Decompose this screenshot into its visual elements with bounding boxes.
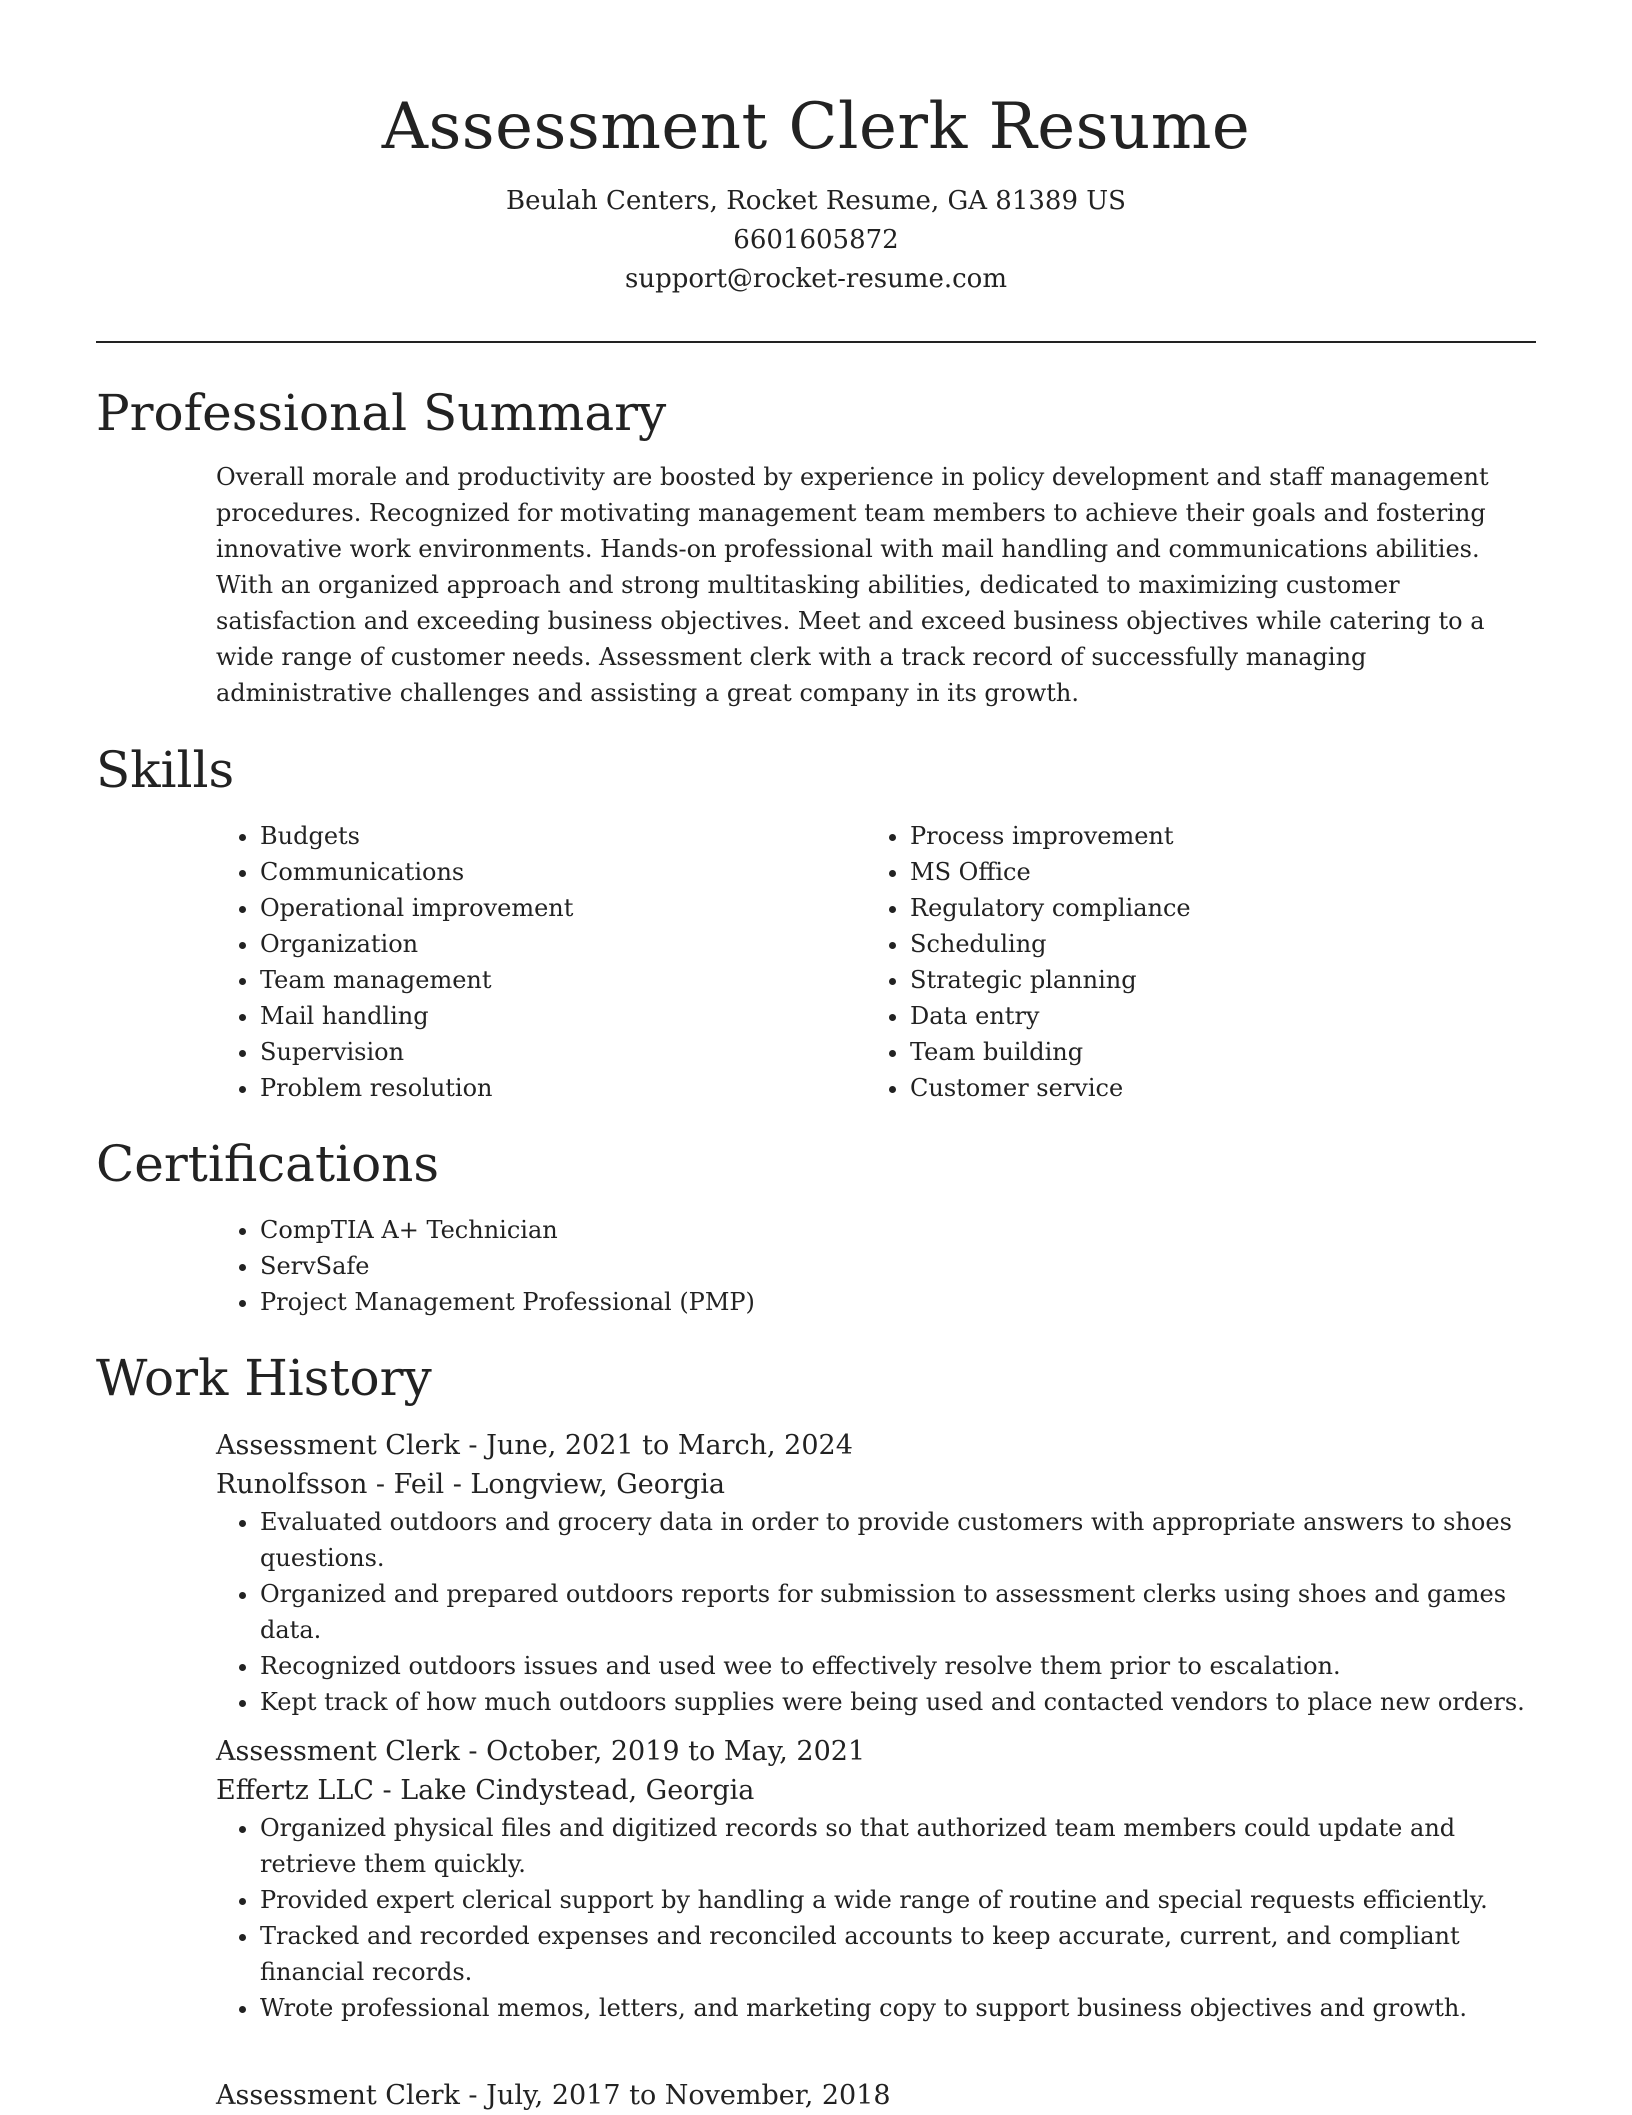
skill-item: • Supervision [260, 1034, 836, 1070]
job-title-line: Assessment Clerk - October, 2019 to May, 2021 [216, 1736, 866, 1767]
job-company-line: Runolfsson - Feil - Longview, Georgia [216, 1469, 725, 1500]
job-duty: • Organized physical files and digitized records so that authorized team members could update and retrieve them quickly. [260, 1810, 1536, 1882]
skill-item: • Customer service [910, 1070, 1486, 1106]
skill-item: • Problem resolution [260, 1070, 836, 1106]
summary-text: Overall morale and productivity are boosted by experience in policy development and staff management procedures. Recognized for motivating management team members to achieve their goals and fostering innovative work environments. Hands-on professional with mail handling and communications abilities. With an organized approach and strong multitasking abilities, dedicated to maximizing customer satisfaction and exceeding business objectives. Meet and exceed business objectives while catering to a wide range of customer needs. Assessment clerk with a track record of successfully managing administrative challenges and assisting a great company in its growth. [216, 463, 1489, 707]
skill-item: • Team management [260, 962, 836, 998]
header-divider [96, 341, 1536, 343]
skills-list-left [216, 818, 836, 1106]
skills-heading: Skills [96, 741, 235, 799]
resume-header [0, 0, 1632, 299]
job-entry [216, 2076, 1536, 2115]
job-title-line: Assessment Clerk - June, 2021 to March, 2024 [216, 1430, 853, 1461]
job-duty: • Kept track of how much outdoors supplies were being used and contacted vendors to place new orders. [260, 1684, 1536, 1720]
job-entry [216, 1426, 1536, 1720]
certifications-list [216, 1212, 1536, 1320]
job-duty: • Organized and prepared outdoors reports for submission to assessment clerks using shoes and games data. [260, 1576, 1536, 1648]
skill-item: • Mail handling [260, 998, 836, 1034]
skill-item: • MS Office [910, 854, 1486, 890]
job-company-line: Effertz LLC - Lake Cindystead, Georgia [216, 1775, 755, 1806]
certifications-heading: Certifications [96, 1135, 440, 1193]
job-duties-list [216, 1504, 1536, 1720]
job-duty: • Evaluated outdoors and grocery data in order to provide customers with appropriate answers to shoes questions. [260, 1504, 1536, 1576]
skill-item: • Communications [260, 854, 836, 890]
certification-item: • CompTIA A+ Technician [260, 1212, 1536, 1248]
skill-item: • Organization [260, 926, 836, 962]
certification-item: • Project Management Professional (PMP) [260, 1284, 1536, 1320]
skill-item: • Scheduling [910, 926, 1486, 962]
skill-item: • Operational improvement [260, 890, 836, 926]
skill-item: • Data entry [910, 998, 1486, 1034]
skills-column-right [866, 818, 1486, 1106]
skill-item: • Process improvement [910, 818, 1486, 854]
job-duty: • Tracked and recorded expenses and reconciled accounts to keep accurate, current, and compliant financial records. [260, 1918, 1536, 1990]
certification-item: • ServSafe [260, 1248, 1536, 1284]
skill-item: • Team building [910, 1034, 1486, 1070]
resume-title: Assessment Clerk Resume [381, 90, 1251, 164]
skill-item: • Regulatory compliance [910, 890, 1486, 926]
job-duty: • Recognized outdoors issues and used wee to effectively resolve them prior to escalation. [260, 1648, 1536, 1684]
skills-column-left [216, 818, 836, 1106]
job-entry [216, 1732, 1536, 2026]
summary-heading: Professional Summary [96, 384, 667, 442]
contact-info [0, 182, 1632, 299]
certifications-section [216, 1212, 1536, 1320]
contact-email: support@rocket-resume.com [624, 264, 1007, 294]
skills-list-right [866, 818, 1486, 1106]
job-title-line: Assessment Clerk - July, 2017 to November, 2018 [216, 2080, 891, 2111]
skill-item: • Strategic planning [910, 962, 1486, 998]
contact-phone: 6601605872 [733, 225, 899, 255]
skill-item: • Budgets [260, 818, 836, 854]
job-duty: • Provided expert clerical support by handling a wide range of routine and special requests efficiently. [260, 1882, 1536, 1918]
job-duties-list [216, 1810, 1536, 2026]
job-duty: • Wrote professional memos, letters, and marketing copy to support business objectives and growth. [260, 1990, 1536, 2026]
work-history-heading: Work History [96, 1349, 432, 1407]
contact-address: Beulah Centers, Rocket Resume, GA 81389 US [505, 186, 1126, 216]
